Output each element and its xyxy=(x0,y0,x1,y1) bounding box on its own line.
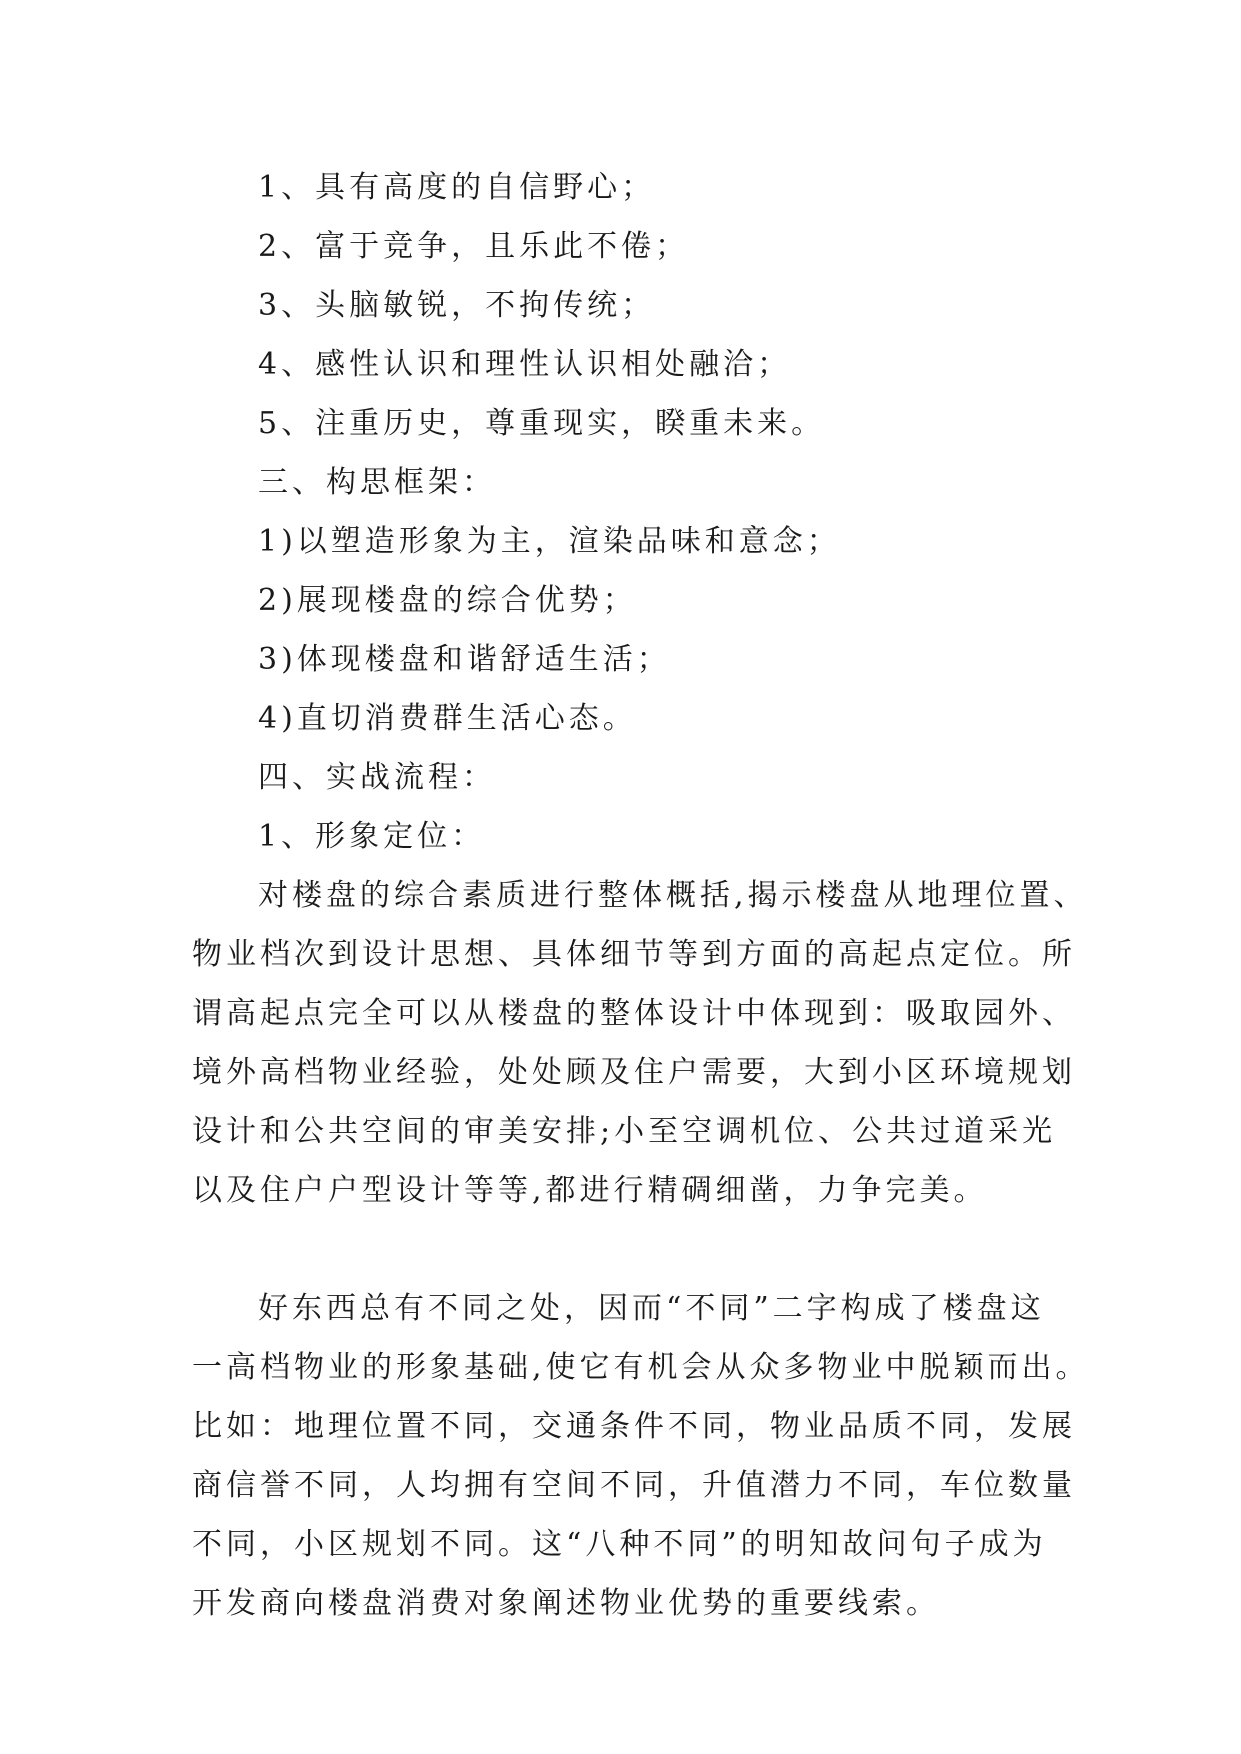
subsection-heading: 1、形象定位： xyxy=(258,819,486,854)
paragraph-line: 物业档次到设计思想、具体细节等到方面的高起点定位。所 xyxy=(192,937,1076,972)
list-item: 4、感性认识和理性认识相处融洽； xyxy=(258,347,792,382)
paragraph xyxy=(192,866,1088,1220)
list-item: 1、具有高度的自信野心； xyxy=(258,170,656,205)
list-item: 2、富于竞争，且乐此不倦； xyxy=(258,229,690,264)
list-item: 3、头脑敏锐，不拘传统； xyxy=(258,288,656,323)
list-item: 5、注重历史，尊重现实，睽重未来。 xyxy=(258,406,826,441)
paragraph-line: 不同，小区规划不同。这“八种不同”的明知故问句子成为 xyxy=(192,1527,1047,1562)
paragraph-spacer xyxy=(192,1220,1072,1279)
paragraph-line: 开发商向楼盘消费对象阐述物业优势的重要线索。 xyxy=(192,1586,940,1621)
paragraph-line: 好东西总有不同之处，因而“不同”二字构成了楼盘这 xyxy=(258,1291,1045,1326)
paragraph-line: 以及住户户型设计等等,都进行精碉细凿，力争完美。 xyxy=(192,1173,988,1208)
paragraph-line: 比如：地理位置不同，交通条件不同，物业品质不同，发展 xyxy=(192,1409,1076,1444)
paragraph-line: 境外高档物业经验，处处顾及住户需要，大到小区环境规划 xyxy=(192,1055,1076,1090)
document-body xyxy=(192,158,1090,1633)
paragraph xyxy=(192,1279,1090,1633)
section-heading: 四、实战流程： xyxy=(258,760,496,795)
paragraph-line: 设计和公共空间的审美安排;小至空调机位、公共过道采光 xyxy=(192,1114,1057,1149)
section-heading: 三、构思框架： xyxy=(258,465,496,500)
paragraph-line: 对楼盘的综合素质进行整体概括,揭示楼盘从地理位置、 xyxy=(258,878,1088,913)
list-item: 1)以塑造形象为主，渲染品味和意念； xyxy=(258,524,841,559)
paragraph-line: 一高档物业的形象基础,使它有机会从众多物业中脱颖而出。 xyxy=(192,1350,1090,1385)
paragraph-line: 谓高起点完全可以从楼盘的整体设计中体现到：吸取园外、 xyxy=(192,996,1076,1031)
list-item: 3)体现楼盘和谐舒适生活； xyxy=(258,642,671,677)
list-item: 4)直切消费群生活心态。 xyxy=(258,701,637,736)
paragraph-line: 商信誉不同，人均拥有空间不同，升值潜力不同，车位数量 xyxy=(192,1468,1076,1503)
list-item: 2)展现楼盘的综合优势； xyxy=(258,583,637,618)
